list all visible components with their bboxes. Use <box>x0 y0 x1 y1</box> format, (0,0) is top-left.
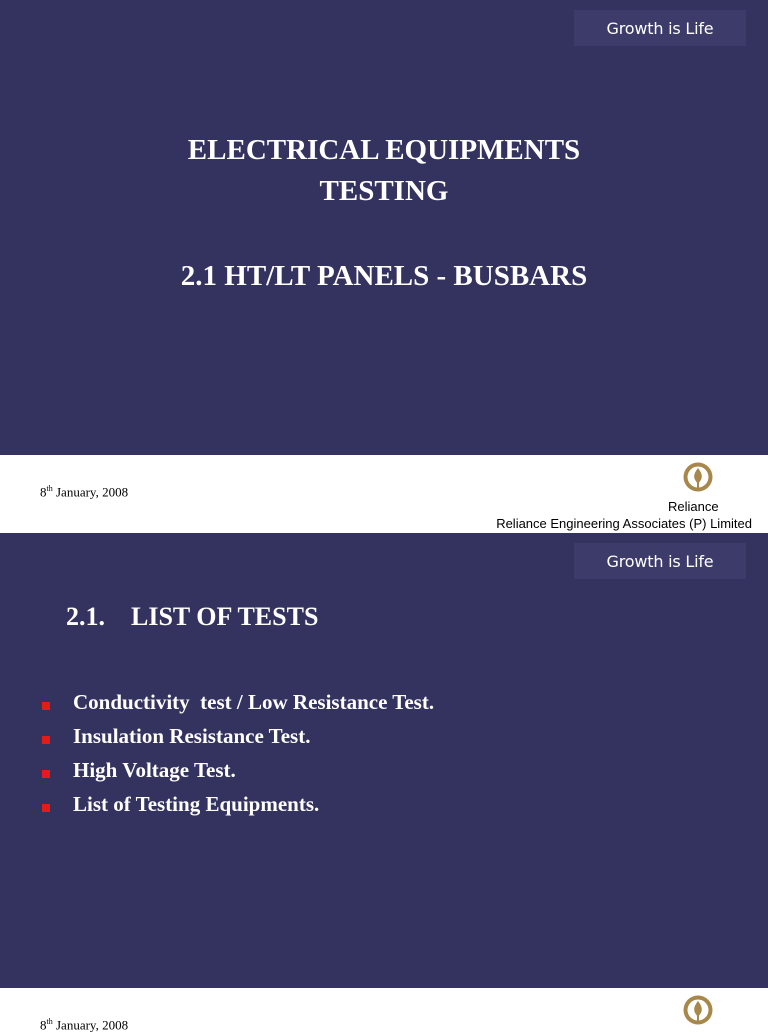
red-square-bullet-icon <box>42 736 50 744</box>
title-slide <box>0 0 768 455</box>
brand-name: Reliance <box>668 499 719 514</box>
title-line-1: ELECTRICAL EQUIPMENTS <box>187 134 581 166</box>
tagline: Growth is Life <box>574 543 746 579</box>
red-square-bullet-icon <box>42 702 50 710</box>
list-item-text: Conductivity test / Low Resistance Test. <box>73 689 435 714</box>
list-item <box>42 719 434 753</box>
slide-footer <box>0 988 768 1033</box>
date-suffix: th <box>46 484 53 493</box>
list-item-text: High Voltage Test. <box>73 757 236 782</box>
test-list <box>42 685 434 821</box>
reliance-flame-logo-icon <box>683 462 713 492</box>
slide-subtitle: 2.1 HT/LT PANELS - BUSBARS <box>180 260 588 292</box>
footer-date <box>40 484 128 500</box>
list-item-text: Insulation Resistance Test. <box>73 723 311 748</box>
date-day: 8 <box>40 1017 47 1033</box>
company-name: Reliance Engineering Associates (P) Limited <box>496 516 752 531</box>
list-item <box>42 787 434 821</box>
red-square-bullet-icon <box>42 770 50 778</box>
slide-footer <box>0 455 768 533</box>
date-rest: January, 2008 <box>52 484 129 500</box>
title-line-2: TESTING <box>319 175 449 207</box>
list-item-text: List of Testing Equipments. <box>73 791 320 816</box>
reliance-flame-logo-icon <box>683 995 713 1025</box>
list-item <box>42 685 434 719</box>
date-day: 8 <box>40 484 47 500</box>
list-item <box>42 753 434 787</box>
date-suffix: th <box>46 1017 53 1026</box>
list-heading: 2.1. LIST OF TESTS <box>66 602 319 631</box>
tagline: Growth is Life <box>574 10 746 46</box>
red-square-bullet-icon <box>42 804 50 812</box>
date-rest: January, 2008 <box>52 1017 129 1033</box>
footer-date <box>40 1017 128 1033</box>
